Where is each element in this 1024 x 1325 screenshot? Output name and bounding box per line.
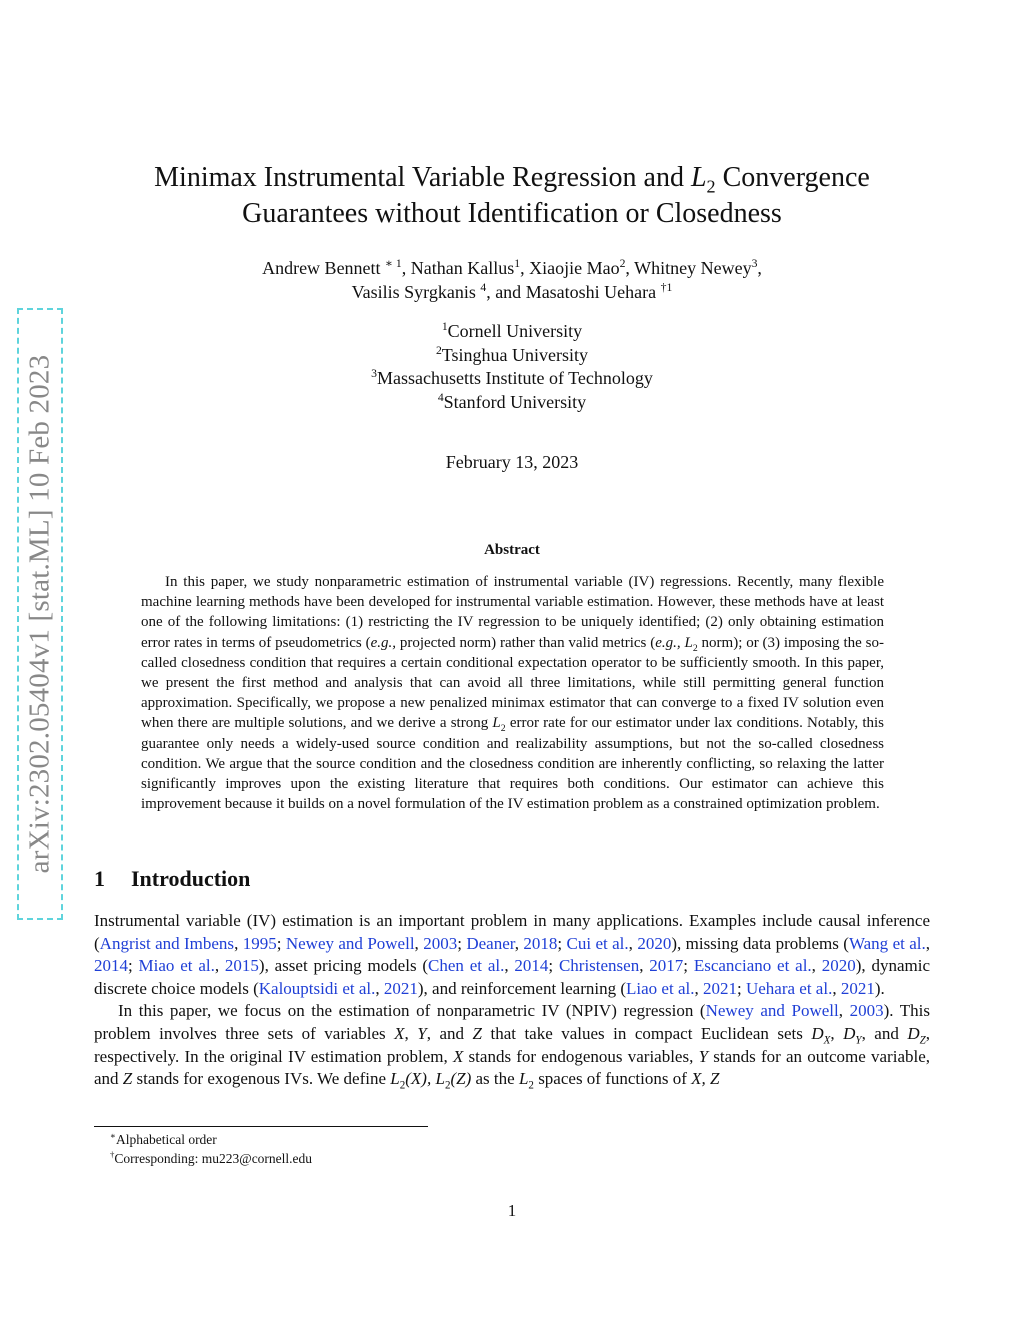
- affiliation: $^4$Stanford University: [437, 390, 587, 412]
- citation-link[interactable]: Christensen: [558, 956, 640, 976]
- title-line-1: Minimax Instrumental Variable Regression and $L_2$ Convergence: [154, 162, 870, 197]
- abstract-body: In this paper, we study nonparametric estimation of instrumental variable (IV) regressions. Recently, many flexible machine learning methods have been developed for instrumental variable estimation. However, these methods have at least one of the following limitations: (1) restricting the IV regression to be uniquely identified; (2) only obtaining estimation error rates in terms of pseudometrics (e.g., projected norm) rather than valid metrics (e.g., $L_2$ norm); or (3) imposing the so-called closedness condition that requires a certain conditional expectation operator to be sufficiently smooth. In this paper, we present the first method and analysis that can avoid all three limitations, while still permitting general function approximation. Specifically, we propose a new penalized minimax estimator that can converge to a fixed IV solution even when there are multiple solutions, and we derive a strong $L_2$ error rate for our estimator under lax conditions. Notably, this guarantee only needs a widely-used source condition and realizability assumptions, but not the so-called closedness condition. We argue that the source condition and the closedness condition are inherently conflicting, so relaxing the latter significantly improves upon the existing literature that requires both conditions. Our estimator can achieve this improvement because it builds on a novel formulation of the IV estimation problem as a constrained optimization problem.: [141, 574, 884, 813]
- author: Masatoshi Uehara: [525, 282, 657, 302]
- citation-year-link[interactable]: 2021: [702, 978, 737, 998]
- citation-link[interactable]: Newey and Powell: [705, 1001, 839, 1021]
- author: Xiaojie Mao: [529, 258, 620, 278]
- citation-year-link[interactable]: 2018: [523, 933, 558, 953]
- footnote: ∗Alphabetical order: [110, 1130, 217, 1147]
- author: Nathan Kallus: [410, 258, 515, 278]
- citation-year-link[interactable]: 2014: [94, 956, 128, 976]
- citation-link[interactable]: Wang et al.: [848, 933, 926, 953]
- paper-title: [100, 160, 924, 232]
- paragraph: In this paper, we focus on the estimation of nonparametric IV (NPIV) regression (Newey and Powell, 2003). This problem involves three sets of variables X, Y, and Z that take values in compact Euclidean sets $D_X$, $D_Y$, and $D_Z$, respectively. In the original IV estimation problem, X stands for endogenous variables, Y stands for an outcome variable, and Z stands for exogenous IVs. We define $L_2(X)$, $L_2(Z)$ as the $L_2$ spaces of functions of X, Z: [94, 1001, 931, 1092]
- citation-year-link[interactable]: 2003: [849, 1001, 884, 1021]
- affiliation: $^3$Massachusetts Institute of Technology: [371, 367, 653, 388]
- citation-year-link[interactable]: 2014: [514, 956, 549, 976]
- author-list: Andrew Bennett $^{∗ 1}$, Nathan Kallus$^1$, Xiaojie Mao$^2$, Whitney Newey$^3$, Vasilis Syrgkanis $^4$, and Masatoshi Uehara $^{\dagger 1}$: [262, 257, 762, 302]
- citation-link[interactable]: Liao et al.: [626, 978, 695, 998]
- citation-year-link[interactable]: 2003: [423, 933, 458, 953]
- citation-year-link[interactable]: 2020: [821, 956, 856, 976]
- footnotes: [110, 1130, 312, 1168]
- citation-year-link[interactable]: 2020: [637, 933, 672, 953]
- citation-year-link[interactable]: 2017: [649, 956, 684, 976]
- author: Andrew Bennett: [262, 258, 381, 278]
- citation-link[interactable]: Kalouptsidi et al.: [258, 978, 376, 998]
- author: Whitney Newey: [634, 258, 752, 278]
- footnote-divider: [94, 1126, 428, 1127]
- citation-year-link[interactable]: 2015: [224, 956, 259, 976]
- arxiv-id[interactable]: arXiv:2302.05404v1 [stat.ML] 10 Feb 2023: [23, 354, 56, 874]
- citation-year-link[interactable]: 2021: [840, 978, 875, 998]
- affiliation: $^1$Cornell University: [441, 320, 583, 341]
- citation-link[interactable]: Deaner: [466, 933, 515, 953]
- citation-link[interactable]: Uehara et al.: [745, 978, 833, 998]
- section-heading-introduction: 1 Introduction: [94, 866, 251, 891]
- citation-link[interactable]: Miao et al.: [138, 956, 215, 976]
- citation-link[interactable]: Angrist and Imbens: [99, 933, 235, 953]
- affiliations: [100, 320, 924, 414]
- arxiv-watermark: [17, 308, 63, 920]
- publication-date: February 13, 2023: [445, 452, 579, 472]
- footnote: †Corresponding: mu223@cornell.edu: [110, 1149, 313, 1166]
- title-line-2: Guarantees without Identification or Closedness: [242, 198, 782, 229]
- paragraph: Instrumental variable (IV) estimation is an important problem in many applications. Examples include causal inference (Angrist and Imbens, 1995; Newey and Powell, 2003; Deaner, 2018; Cui et al., 2020), missing data problems (Wang et al., 2014; Miao et al., 2015), asset pricing models (Chen et al., 2014; Christensen, 2017; Escanciano et al., 2020), dynamic discrete choice models (Kalouptsidi et al., 2021), and reinforcement learning (Liao et al., 2021; Uehara et al., 2021).: [94, 911, 931, 998]
- citation-link[interactable]: Cui et al.: [566, 933, 629, 953]
- abstract-heading: Abstract: [484, 542, 540, 558]
- citation-link[interactable]: Escanciano et al.: [693, 956, 812, 976]
- introduction-body: [94, 910, 930, 1091]
- citation-link[interactable]: Newey and Powell: [285, 933, 415, 953]
- citation-year-link[interactable]: 1995: [242, 933, 277, 953]
- affiliation: $^2$Tsinghua University: [435, 343, 589, 365]
- citation-link[interactable]: Chen et al.: [428, 956, 505, 976]
- author: Vasilis Syrgkanis: [351, 282, 476, 302]
- page-number: 1: [507, 1201, 517, 1220]
- citation-year-link[interactable]: 2021: [383, 978, 418, 998]
